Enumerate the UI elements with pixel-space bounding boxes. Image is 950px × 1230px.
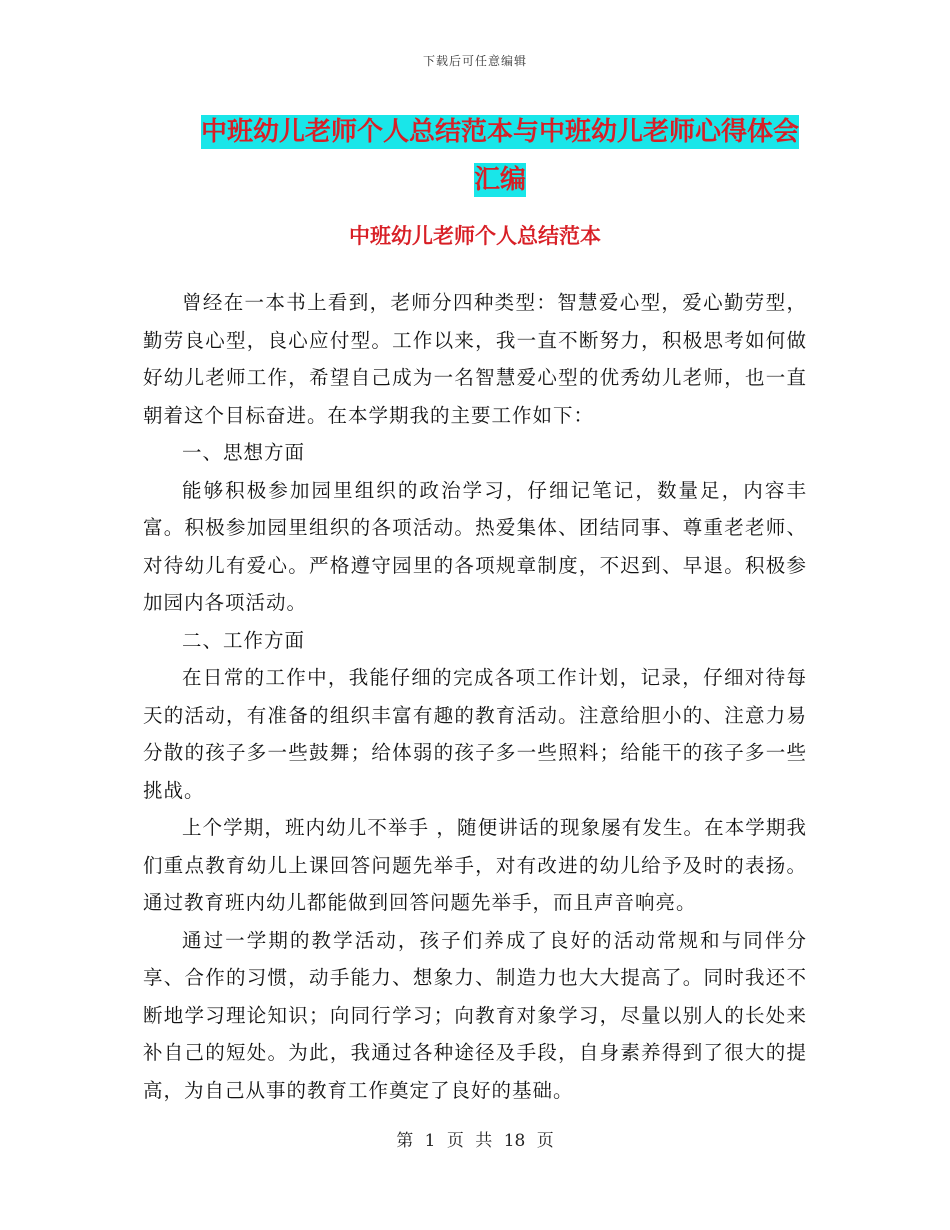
paragraph: 上个学期，班内幼儿不举手 ，随便讲话的现象屡有发生。在本学期我们重点教育幼儿上课回答问题先举手，对有改进的幼儿给予及时的表扬。通过教育班内幼儿都能做到回答问题先举手，而且声音响亮。: [143, 816, 807, 914]
section-title: 中班幼儿老师个人总结范本: [349, 224, 601, 248]
page-footer: 第 1 页 共 18 页: [396, 1131, 554, 1151]
paragraph: 曾经在一本书上看到，老师分四种类型：智慧爱心型，爱心勤劳型，勤劳良心型，良心应付型。工作以来，我一直不断努力，积极思考如何做好幼儿老师工作，希望自己成为一名智慧爱心型的优秀幼儿老师，也一直朝着这个目标奋进。在本学期我的主要工作如下：: [143, 291, 807, 427]
header-note: 下载后可任意编辑: [422, 54, 527, 68]
paragraph: 能够积极参加园里组织的政治学习，仔细记笔记，数量足，内容丰富。积极参加园里组织的各项活动。热爱集体、团结同事、尊重老老师、对待幼儿有爱心。严格遵守园里的各项规章制度，不迟到、早退。积极参加园内各项活动。: [143, 478, 807, 614]
title-line-2: 汇编: [473, 165, 526, 195]
title-line-1: 中班幼儿老师个人总结范本与中班幼儿老师心得体会: [200, 117, 799, 147]
paragraph: 通过一学期的教学活动，孩子们养成了良好的活动常规和与同伴分享、合作的习惯，动手能力、想象力、制造力也大大提高了。同时我还不断地学习理论知识；向同行学习；向教育对象学习，尽量以别人的长处来补自己的短处。为此，我通过各种途径及手段，自身素养得到了很大的提高，为自己从事的教育工作奠定了良好的基础。: [143, 928, 807, 1102]
paragraph: 在日常的工作中，我能仔细的完成各项工作计划，记录，仔细对待每天的活动，有准备的组织丰富有趣的教育活动。注意给胆小的、注意力易分散的孩子多一些鼓舞；给体弱的孩子多一些照料；给能干的孩子多一些挑战。: [143, 666, 807, 802]
body-text: [143, 284, 807, 1109]
subheading-thought: 一、思想方面: [182, 441, 306, 464]
subheading-work: 二、工作方面: [182, 628, 306, 652]
document-title: [150, 108, 850, 204]
